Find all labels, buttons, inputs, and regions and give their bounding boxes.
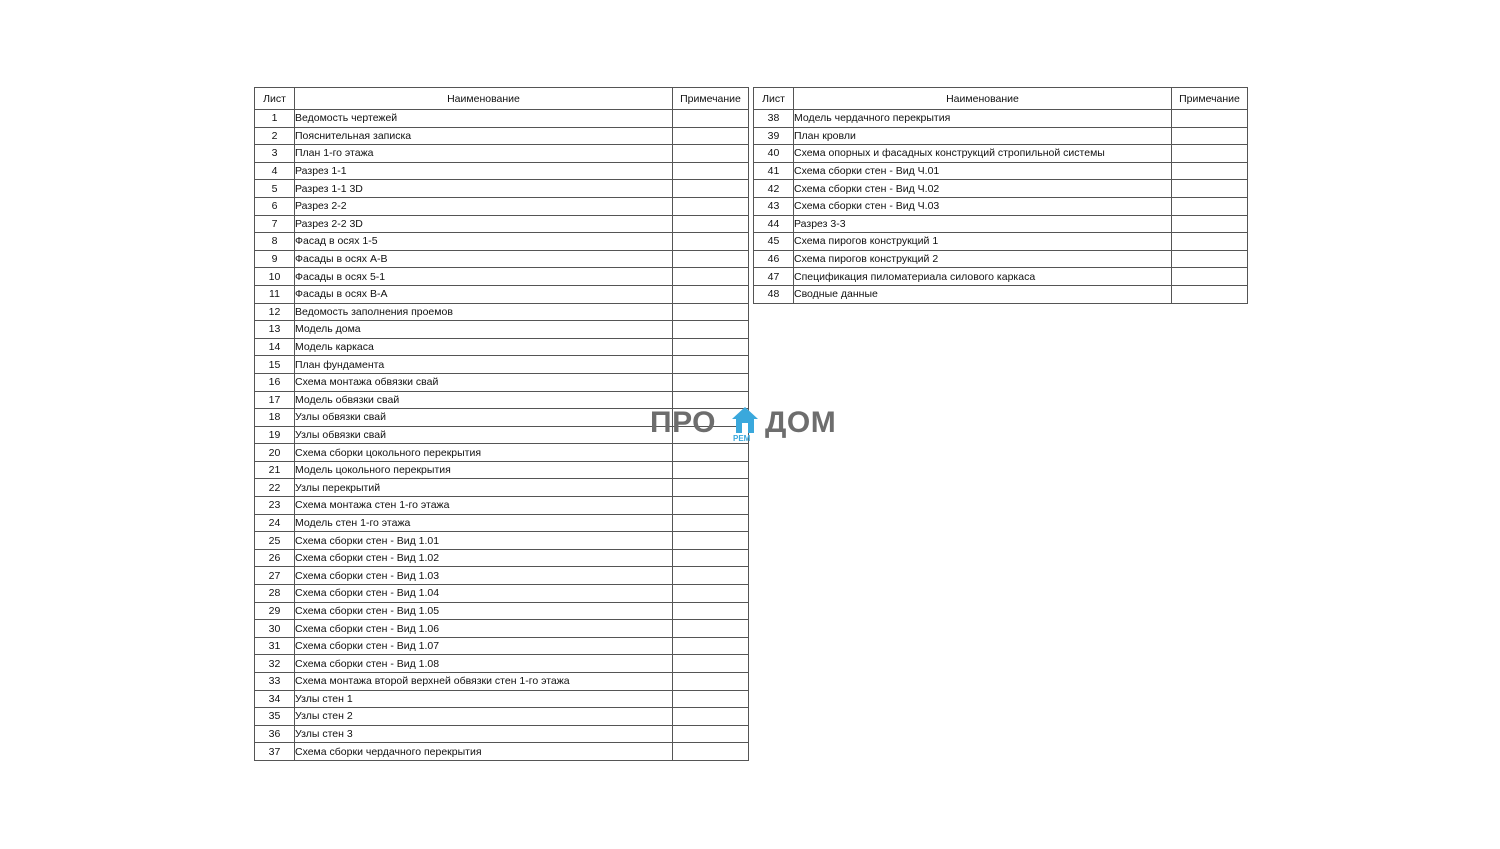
cell-note [673, 708, 749, 726]
cell-drawing-name: Фасад в осях 1-5 [295, 233, 673, 251]
cell-note [673, 250, 749, 268]
table-row [255, 110, 749, 128]
cell-note [1172, 250, 1248, 268]
cell-sheet-number: 34 [255, 690, 295, 708]
cell-sheet-number: 6 [255, 197, 295, 215]
cell-sheet-number: 11 [255, 285, 295, 303]
cell-note [673, 743, 749, 761]
cell-sheet-number: 24 [255, 514, 295, 532]
cell-drawing-name: Схема монтажа обвязки свай [295, 373, 673, 391]
cell-sheet-number: 2 [255, 127, 295, 145]
cell-drawing-name: Схема сборки стен - Вид 1.07 [295, 637, 673, 655]
table-row [255, 127, 749, 145]
cell-sheet-number: 31 [255, 637, 295, 655]
cell-sheet-number: 15 [255, 356, 295, 374]
cell-sheet-number: 26 [255, 549, 295, 567]
cell-drawing-name: Узлы стен 1 [295, 690, 673, 708]
cell-sheet-number: 37 [255, 743, 295, 761]
cell-note [673, 602, 749, 620]
table-row [754, 180, 1248, 198]
table-row [255, 532, 749, 550]
cell-drawing-name: Разрез 1-1 [295, 162, 673, 180]
cell-sheet-number: 7 [255, 215, 295, 233]
table-row [754, 250, 1248, 268]
table-header-row [754, 88, 1248, 110]
table-row [255, 145, 749, 163]
cell-sheet-number: 13 [255, 321, 295, 339]
cell-drawing-name: Фасады в осях В-А [295, 285, 673, 303]
cell-drawing-name: Схема сборки цокольного перекрытия [295, 444, 673, 462]
table-row [255, 250, 749, 268]
cell-sheet-number: 18 [255, 409, 295, 427]
cell-sheet-number: 4 [255, 162, 295, 180]
cell-drawing-name: Узлы перекрытий [295, 479, 673, 497]
cell-note [673, 532, 749, 550]
cell-note [673, 690, 749, 708]
cell-note [673, 233, 749, 251]
table-row [754, 110, 1248, 128]
cell-note [673, 180, 749, 198]
cell-note [673, 285, 749, 303]
table-row [255, 673, 749, 691]
table-row [754, 162, 1248, 180]
watermark-subtext: РЕМ [733, 434, 751, 443]
cell-note [673, 567, 749, 585]
cell-drawing-name: Узлы обвязки свай [295, 426, 673, 444]
table-row [255, 585, 749, 603]
watermark-logo [650, 405, 850, 447]
header-name: Наименование [295, 88, 673, 110]
table-row [255, 637, 749, 655]
cell-sheet-number: 46 [754, 250, 794, 268]
table-row [754, 233, 1248, 251]
table-row [754, 197, 1248, 215]
cell-note [1172, 127, 1248, 145]
cell-drawing-name: Схема сборки стен - Вид Ч.01 [794, 162, 1172, 180]
table-row [754, 127, 1248, 145]
cell-drawing-name: Разрез 3-3 [794, 215, 1172, 233]
cell-note [1172, 145, 1248, 163]
cell-sheet-number: 12 [255, 303, 295, 321]
cell-sheet-number: 21 [255, 461, 295, 479]
cell-note [673, 127, 749, 145]
cell-note [673, 725, 749, 743]
cell-drawing-name: Модель каркаса [295, 338, 673, 356]
cell-sheet-number: 43 [754, 197, 794, 215]
cell-note [1172, 285, 1248, 303]
table-row [255, 514, 749, 532]
table-row [255, 725, 749, 743]
table-row [255, 338, 749, 356]
table-row [255, 373, 749, 391]
cell-sheet-number: 42 [754, 180, 794, 198]
table-row [754, 268, 1248, 286]
drawings-list-table-right [753, 87, 1248, 304]
table-row [255, 690, 749, 708]
cell-note [673, 479, 749, 497]
table-row [255, 602, 749, 620]
table-row [255, 285, 749, 303]
cell-note [1172, 180, 1248, 198]
table-row [255, 197, 749, 215]
cell-note [673, 585, 749, 603]
cell-sheet-number: 27 [255, 567, 295, 585]
table-row [255, 356, 749, 374]
cell-note [1172, 110, 1248, 128]
cell-sheet-number: 14 [255, 338, 295, 356]
cell-sheet-number: 33 [255, 673, 295, 691]
cell-drawing-name: План 1-го этажа [295, 145, 673, 163]
cell-sheet-number: 36 [255, 725, 295, 743]
cell-drawing-name: Узлы стен 3 [295, 725, 673, 743]
cell-drawing-name: Разрез 2-2 3D [295, 215, 673, 233]
cell-note [673, 338, 749, 356]
cell-drawing-name: Схема пирогов конструкций 2 [794, 250, 1172, 268]
table-row [255, 479, 749, 497]
table-row [255, 180, 749, 198]
cell-sheet-number: 23 [255, 497, 295, 515]
cell-drawing-name: Ведомость заполнения проемов [295, 303, 673, 321]
cell-sheet-number: 47 [754, 268, 794, 286]
cell-drawing-name: Схема сборки стен - Вид 1.08 [295, 655, 673, 673]
cell-note [1172, 233, 1248, 251]
table-row [255, 655, 749, 673]
cell-note [1172, 268, 1248, 286]
cell-sheet-number: 44 [754, 215, 794, 233]
cell-drawing-name: Спецификация пиломатериала силового каркаса [794, 268, 1172, 286]
cell-sheet-number: 3 [255, 145, 295, 163]
cell-note [673, 162, 749, 180]
table-row [255, 162, 749, 180]
cell-drawing-name: Схема сборки чердачного перекрытия [295, 743, 673, 761]
table-row [255, 215, 749, 233]
header-note: Примечание [1172, 88, 1248, 110]
cell-drawing-name: Модель дома [295, 321, 673, 339]
table-row [255, 620, 749, 638]
cell-drawing-name: Разрез 2-2 [295, 197, 673, 215]
cell-sheet-number: 19 [255, 426, 295, 444]
cell-drawing-name: Схема пирогов конструкций 1 [794, 233, 1172, 251]
table-row [255, 321, 749, 339]
cell-note [673, 514, 749, 532]
cell-sheet-number: 32 [255, 655, 295, 673]
cell-sheet-number: 45 [754, 233, 794, 251]
watermark-text-right: ДОМ [765, 406, 837, 439]
cell-drawing-name: Модель чердачного перекрытия [794, 110, 1172, 128]
header-note: Примечание [673, 88, 749, 110]
cell-note [673, 268, 749, 286]
cell-note [673, 215, 749, 233]
cell-note [673, 549, 749, 567]
cell-sheet-number: 41 [754, 162, 794, 180]
cell-sheet-number: 48 [754, 285, 794, 303]
table-row [754, 145, 1248, 163]
cell-drawing-name: Фасады в осях А-В [295, 250, 673, 268]
table-row [754, 215, 1248, 233]
cell-drawing-name: Модель обвязки свай [295, 391, 673, 409]
cell-drawing-name: Схема монтажа второй верхней обвязки стен 1-го этажа [295, 673, 673, 691]
cell-sheet-number: 9 [255, 250, 295, 268]
cell-drawing-name: Схема сборки стен - Вид 1.04 [295, 585, 673, 603]
cell-note [673, 637, 749, 655]
cell-note [1172, 215, 1248, 233]
header-sheet: Лист [754, 88, 794, 110]
cell-sheet-number: 8 [255, 233, 295, 251]
table-row [255, 567, 749, 585]
cell-sheet-number: 40 [754, 145, 794, 163]
cell-drawing-name: Модель стен 1-го этажа [295, 514, 673, 532]
cell-drawing-name: Схема сборки стен - Вид 1.06 [295, 620, 673, 638]
table-body-right [754, 110, 1248, 304]
cell-drawing-name: Пояснительная записка [295, 127, 673, 145]
header-name: Наименование [794, 88, 1172, 110]
cell-drawing-name: Схема сборки стен - Вид 1.05 [295, 602, 673, 620]
watermark-text-left: ПРО [650, 406, 717, 439]
cell-sheet-number: 16 [255, 373, 295, 391]
house-icon [730, 405, 760, 435]
cell-sheet-number: 1 [255, 110, 295, 128]
cell-drawing-name: Фасады в осях 5-1 [295, 268, 673, 286]
cell-sheet-number: 17 [255, 391, 295, 409]
header-sheet: Лист [255, 88, 295, 110]
cell-note [673, 373, 749, 391]
cell-note [673, 461, 749, 479]
cell-sheet-number: 5 [255, 180, 295, 198]
cell-note [673, 197, 749, 215]
cell-drawing-name: Схема опорных и фасадных конструкций стропильной системы [794, 145, 1172, 163]
table-row [255, 497, 749, 515]
cell-note [673, 673, 749, 691]
cell-sheet-number: 39 [754, 127, 794, 145]
cell-note [673, 110, 749, 128]
cell-sheet-number: 35 [255, 708, 295, 726]
table-row [255, 303, 749, 321]
cell-drawing-name: Модель цокольного перекрытия [295, 461, 673, 479]
cell-note [673, 497, 749, 515]
table-row [255, 233, 749, 251]
cell-drawing-name: Схема сборки стен - Вид 1.01 [295, 532, 673, 550]
cell-sheet-number: 10 [255, 268, 295, 286]
cell-drawing-name: Узлы обвязки свай [295, 409, 673, 427]
cell-drawing-name: Схема сборки стен - Вид 1.02 [295, 549, 673, 567]
cell-note [1172, 197, 1248, 215]
cell-sheet-number: 30 [255, 620, 295, 638]
table-row [255, 268, 749, 286]
cell-sheet-number: 29 [255, 602, 295, 620]
cell-note [673, 303, 749, 321]
cell-drawing-name: Ведомость чертежей [295, 110, 673, 128]
cell-sheet-number: 25 [255, 532, 295, 550]
cell-drawing-name: Схема сборки стен - Вид 1.03 [295, 567, 673, 585]
cell-note [673, 655, 749, 673]
table-header-row [255, 88, 749, 110]
table-row [255, 743, 749, 761]
table-row [754, 285, 1248, 303]
cell-sheet-number: 28 [255, 585, 295, 603]
table-row [255, 708, 749, 726]
cell-drawing-name: План фундамента [295, 356, 673, 374]
cell-note [673, 620, 749, 638]
cell-drawing-name: Узлы стен 2 [295, 708, 673, 726]
cell-drawing-name: Схема сборки стен - Вид Ч.03 [794, 197, 1172, 215]
cell-note [673, 145, 749, 163]
cell-drawing-name: Сводные данные [794, 285, 1172, 303]
table-row [255, 549, 749, 567]
cell-sheet-number: 38 [754, 110, 794, 128]
cell-drawing-name: Схема сборки стен - Вид Ч.02 [794, 180, 1172, 198]
cell-note [673, 356, 749, 374]
table-row [255, 461, 749, 479]
cell-note [673, 321, 749, 339]
cell-drawing-name: Разрез 1-1 3D [295, 180, 673, 198]
cell-sheet-number: 22 [255, 479, 295, 497]
cell-note [1172, 162, 1248, 180]
cell-drawing-name: План кровли [794, 127, 1172, 145]
cell-sheet-number: 20 [255, 444, 295, 462]
cell-drawing-name: Схема монтажа стен 1-го этажа [295, 497, 673, 515]
